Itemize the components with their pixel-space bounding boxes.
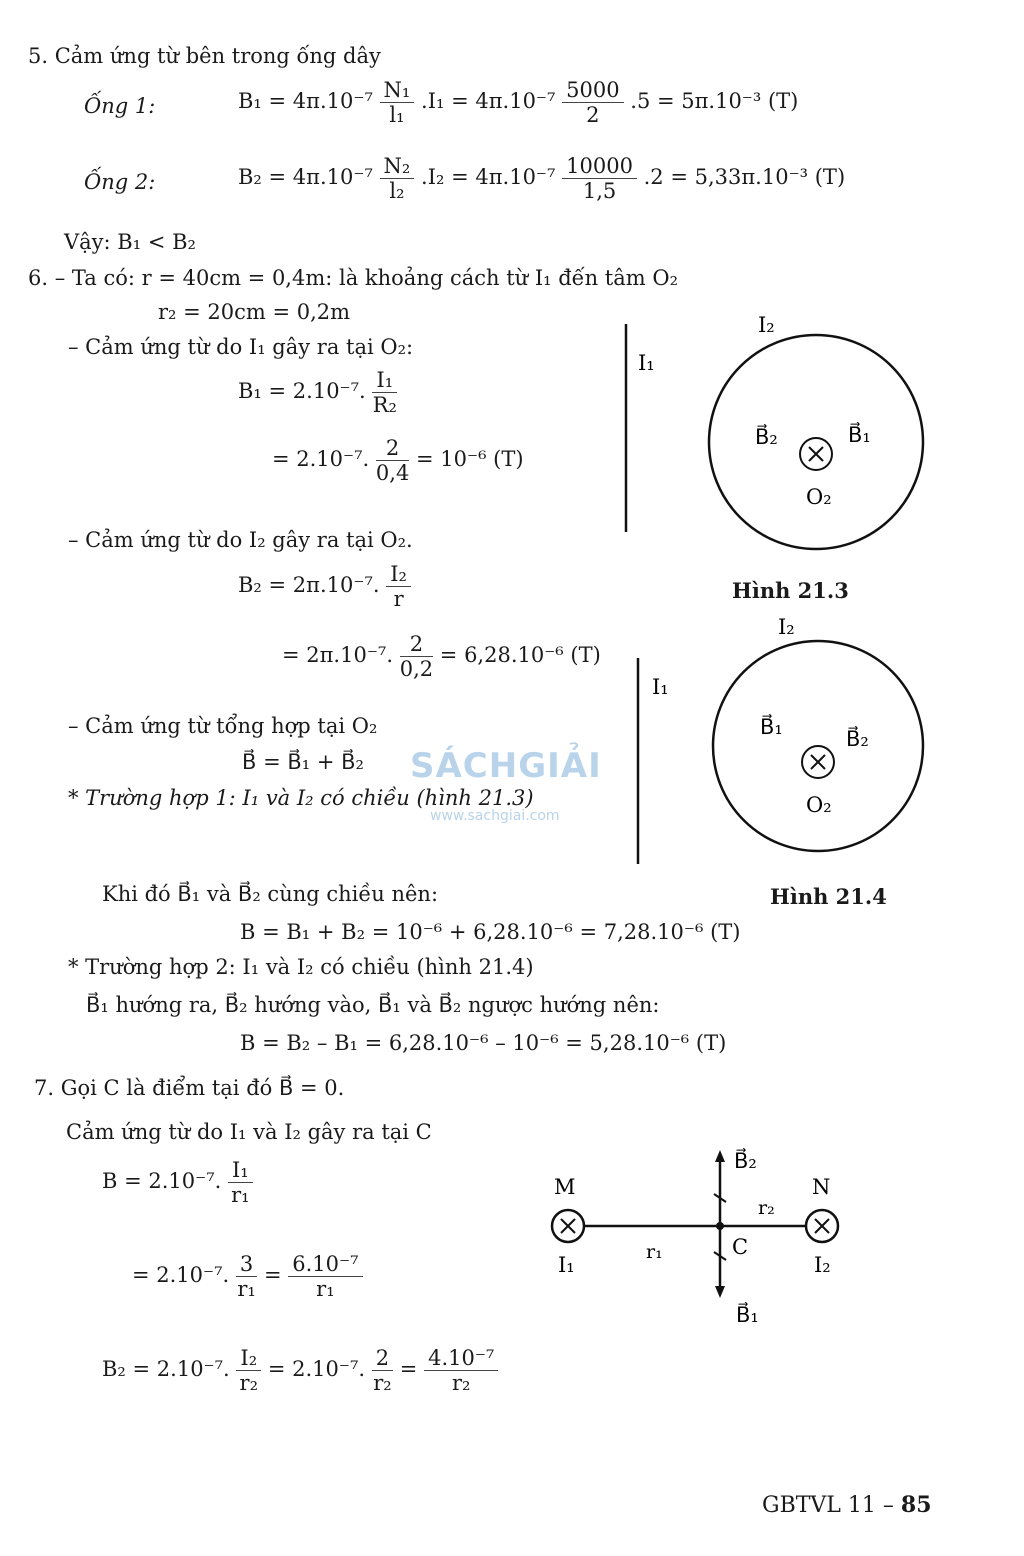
label-b2: B⃗₂ — [734, 1149, 757, 1173]
page-number: 85 — [900, 1492, 932, 1518]
case-1: * Trường hợp 1: I₁ và I₂ có chiều (hình 21.3) — [68, 786, 534, 810]
label-i2: I₂ — [778, 615, 795, 639]
fraction: $\frac{3}{\text{r₁}}$ — [237, 1252, 256, 1302]
section-6-heading: 6. – Ta có: r = 40cm = 0,4m: là khoảng cách từ I₁ đến tâm O₂ — [28, 266, 678, 290]
label-i2: I₂ — [758, 313, 775, 337]
fraction: $\frac{\text{I₂}}{r}$ — [386, 562, 411, 611]
c-formula-2: = 2.10⁻⁷. $\frac{3}{\text{r₁}}$ = $\frac{\text{6.10⁻⁷}}{\text{r₁}}$ — [132, 1252, 363, 1301]
b2-formula: B₂ = 2π.10⁻⁷. $\frac{\text{I₂}}{r}$ — [238, 562, 411, 611]
fraction: $\frac{\text{N₂}}{\text{l₂}}$ — [380, 154, 415, 203]
label-r2: r₂ — [758, 1197, 775, 1219]
case-1-equation: B = B₁ + B₂ = 10⁻⁶ + 6,28.10⁻⁶ = 7,28.10⁻⁶ (T) — [240, 920, 741, 944]
fraction: $\frac{\text{4.10⁻⁷}}{\text{r₂}}$ — [424, 1346, 498, 1395]
case-2-note: B⃗₁ hướng ra, B⃗₂ hướng vào, B⃗₁ và B⃗₂ ngược hướng nên: — [86, 993, 660, 1017]
label-n: N — [812, 1175, 831, 1199]
label-i1: I₁ — [558, 1253, 575, 1277]
case-1-note: Khi đó B⃗₁ và B⃗₂ cùng chiều nên: — [102, 882, 439, 906]
figure-21-3-caption: Hình 21.3 — [732, 578, 849, 603]
case-2-equation: B = B₂ – B₁ = 6,28.10⁻⁶ – 10⁻⁶ = 5,28.10⁻⁶ (T) — [240, 1031, 727, 1055]
fraction: $\frac{10000}{1,5}$ — [562, 154, 637, 203]
figure-21-4 — [610, 612, 950, 872]
point-c — [716, 1222, 724, 1230]
section-7-heading: 7. Gọi C là điểm tại đó B⃗ = 0. — [34, 1076, 345, 1100]
label-m: M — [554, 1175, 576, 1199]
fraction: $\frac{5000}{2}$ — [562, 78, 623, 127]
loop-i2 — [709, 335, 923, 549]
tube-1-formula: B₁ = 4π.10⁻⁷ $\frac{\text{N₁}}{\text{l₁}}$ .I₁ = 4π.10⁻⁷ $\frac{5000}{2}$ .5 = 5π.10⁻³ (T) — [238, 78, 799, 128]
fraction: $\frac{\text{I₂}}{\text{r₂}}$ — [236, 1346, 261, 1395]
section-5-conclusion: Vậy: B₁ < B₂ — [64, 230, 196, 254]
figure-21-4-caption: Hình 21.4 — [770, 884, 887, 909]
section-5-heading: 5. Cảm ứng từ bên trong ống dây — [28, 44, 381, 68]
label-i2: I₂ — [814, 1253, 831, 1277]
page-footer — [762, 1494, 932, 1517]
label-b2: B⃗₂ — [755, 425, 778, 449]
fraction: $\frac{\text{I₁}}{\text{r₁}}$ — [228, 1158, 253, 1207]
label-i1: I₁ — [652, 675, 669, 699]
section-7-sub: Cảm ứng từ do I₁ và I₂ gây ra tại C — [66, 1120, 432, 1144]
fraction: $\frac{\text{N₁}}{\text{l₁}}$ — [380, 78, 415, 127]
c-formula-3: B₂ = 2.10⁻⁷. $\frac{\text{I₂}}{\text{r₂}}$ = 2.10⁻⁷. $\frac{2}{\text{r₂}}$ = $\frac{\text{4.10⁻⁷}}{\text{r₂}}$ — [102, 1346, 498, 1395]
b1-title: – Cảm ứng từ do I₁ gây ra tại O₂: — [68, 335, 414, 359]
fraction: $\frac{\text{6.10⁻⁷}}{\text{r₁}}$ — [288, 1252, 362, 1301]
label-b1: B⃗₁ — [736, 1303, 759, 1327]
label-r1: r₁ — [646, 1241, 663, 1263]
b1-value: = 2.10⁻⁷. $\frac{2}{0,4}$ = 10⁻⁶ (T) — [272, 436, 524, 486]
b2-value: = 2π.10⁻⁷. $\frac{2}{0,2}$ = 6,28.10⁻⁶ (T) — [282, 632, 601, 682]
sum-equation: B⃗ = B⃗₁ + B⃗₂ — [242, 750, 364, 774]
fraction: $\frac{2}{\text{r₂}}$ — [373, 1346, 392, 1396]
book-code: GBTVL 11 – — [762, 1493, 894, 1518]
label-o2: O₂ — [806, 485, 832, 509]
r2-value: r₂ = 20cm = 0,2m — [158, 300, 351, 324]
tube-2-formula: B₂ = 4π.10⁻⁷ $\frac{\text{N₂}}{\text{l₂}}$ .I₂ = 4π.10⁻⁷ $\frac{10000}{1,5}$ .2 = 5,33π.10⁻³ (T) — [238, 154, 846, 204]
tube-1-label: Ống 1: — [84, 94, 156, 118]
label-o2: O₂ — [806, 793, 832, 817]
watermark-brand: SÁCHGIẢI — [410, 746, 602, 786]
watermark-url: www.sachgiai.com — [430, 808, 560, 824]
c-formula-1: B = 2.10⁻⁷. $\frac{\text{I₁}}{\text{r₁}}$ — [102, 1158, 253, 1207]
label-b1: B⃗₁ — [848, 423, 871, 447]
label-b1: B⃗₁ — [760, 715, 783, 739]
arrow-up — [715, 1150, 725, 1162]
figure-problem-7 — [530, 1142, 860, 1338]
arrow-down — [715, 1286, 725, 1298]
case-2: * Trường hợp 2: I₁ và I₂ có chiều (hình 21.4) — [68, 955, 534, 979]
label-i1: I₁ — [638, 351, 655, 375]
b2-title: – Cảm ứng từ do I₂ gây ra tại O₂. — [68, 528, 413, 552]
tube-2-label: Ống 2: — [84, 170, 156, 194]
fraction: $\frac{2}{0,2}$ — [399, 632, 434, 682]
label-b2: B⃗₂ — [846, 727, 869, 751]
label-c: C — [732, 1235, 749, 1259]
fraction: $\frac{\text{I₁}}{\text{R₂}}$ — [372, 368, 397, 418]
fraction: $\frac{2}{0,4}$ — [375, 436, 410, 486]
b1-formula: B₁ = 2.10⁻⁷. $\frac{\text{I₁}}{\text{R₂}}$ — [238, 368, 397, 418]
figure-21-3 — [600, 310, 940, 580]
sum-title: – Cảm ứng từ tổng hợp tại O₂ — [68, 714, 378, 738]
